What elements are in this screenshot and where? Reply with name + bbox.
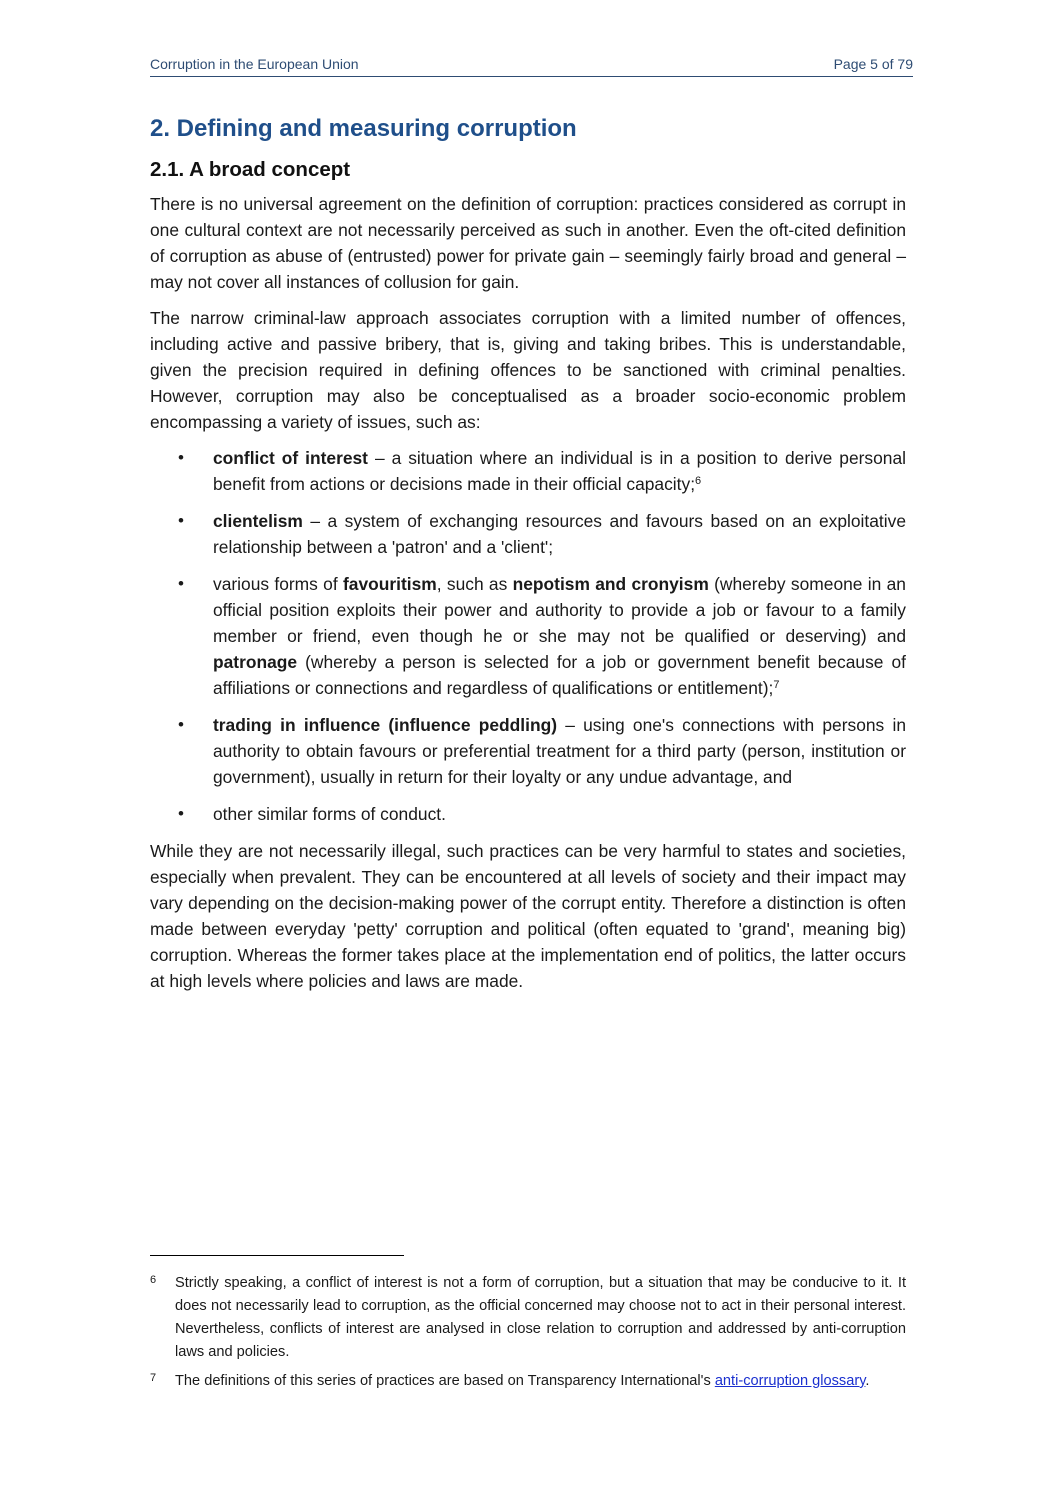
footnote-6: [150, 1272, 906, 1364]
paragraph-2: The narrow criminal-law approach associates corruption with a limited number of offences, including active and passive bribery, that is, giving and taking bribes. This is understandable, given the precision required in defining offences to be sanctioned with criminal penalties. However, corruption may also be conceptualised as a broader socio-economic problem encompassing a variety of issues, such as:: [150, 307, 906, 432]
main-content: [150, 114, 906, 1004]
bullet-marker: •: [178, 447, 184, 467]
bullet-marker: •: [178, 573, 184, 593]
bullet-marker: •: [178, 714, 184, 734]
document-title: Corruption in the European Union: [150, 56, 359, 72]
item-text: – a situation where an individual is in a position to derive personal benefit from actions or decisions made in their official capacity;: [213, 447, 907, 494]
term: patronage: [213, 651, 298, 672]
subsection-heading: 2.1. A broad concept: [150, 158, 351, 181]
term: favouritism: [342, 573, 437, 594]
footnote-text: Strictly speaking, a conflict of interest is not a form of corruption, but a situation that may be conducive to it. It does not necessarily lead to corruption, as the official concerned may choose not to act in their personal interest. Nevertheless, conflicts of interest are analysed in close relation to corruption and addressed by anti-corruption laws and policies.: [175, 1275, 906, 1360]
paragraph-3: While they are not necessarily illegal, such practices can be very harmful to states and societies, especially when prevalent. They can be encountered at all levels of society and their impact may vary depending on the decision-making power of the corrupt entity. Therefore a distinction is often made between everyday 'petty' corruption and political (often equated to 'grand', meaning big) corruption. Whereas the former takes place at the implementation end of politics, the latter occurs at high levels where policies and laws are made.: [150, 840, 906, 991]
paragraph-1: There is no universal agreement on the definition of corruption: practices considered as corrupt in one cultural context are not necessarily perceived as such in another. Even the oft-cited definition of corruption as abuse of (entrusted) power for private gain – seemingly fairly broad and general – may not cover all instances of collusion for gain.: [150, 193, 906, 292]
list-item: [150, 508, 906, 560]
item-text: (whereby a person is selected for a job or government benefit because of affiliations or connections and regardless of qualifications or entitlement);: [213, 651, 906, 698]
list-item: [150, 712, 906, 790]
page-number: Page 5 of 79: [833, 56, 913, 72]
footnote-end: .: [865, 1373, 870, 1389]
list-item: [150, 571, 906, 701]
glossary-link[interactable]: anti-corruption glossary: [714, 1373, 866, 1389]
footnote-ref[interactable]: 6: [695, 474, 702, 487]
item-text: various forms of: [213, 573, 343, 594]
bullet-list: [150, 445, 906, 827]
footnotes: [150, 1272, 906, 1399]
list-item: [150, 445, 906, 497]
item-text: , such as: [436, 573, 513, 594]
bullet-marker: •: [178, 803, 184, 823]
item-text: – a system of exchanging resources and favours based on an exploitative relationship between a 'patron' and a 'client';: [213, 510, 906, 557]
item-text: other similar forms of conduct.: [213, 803, 446, 824]
footnote-number: 7: [150, 1372, 157, 1384]
term: clientelism: [213, 510, 303, 531]
term: trading in influence (influence peddling): [213, 714, 557, 735]
footnote-number: 6: [150, 1274, 157, 1286]
item-text: (whereby someone in an official position exploits their power and authority to provide a job or favour to a family member or friend, even though he or she may not be qualified or deserving) and: [213, 573, 906, 646]
term: conflict of interest: [213, 447, 368, 468]
term: nepotism and cronyism: [512, 573, 709, 594]
list-item: [150, 801, 906, 827]
footnote-ref[interactable]: 7: [773, 678, 780, 691]
section-heading: 2. Defining and measuring corruption: [150, 115, 577, 142]
footnote-7: [150, 1370, 906, 1393]
page-header: [150, 56, 913, 77]
item-text: – using one's connections with persons in authority to obtain favours or preferential treatment for a third party (person, institution or government), usually in return for their loyalty or any undue advantage, and: [213, 714, 906, 787]
bullet-marker: •: [178, 510, 184, 530]
footnote-text: The definitions of this series of practices are based on Transparency International's: [175, 1373, 715, 1389]
footnote-divider: [150, 1255, 404, 1256]
